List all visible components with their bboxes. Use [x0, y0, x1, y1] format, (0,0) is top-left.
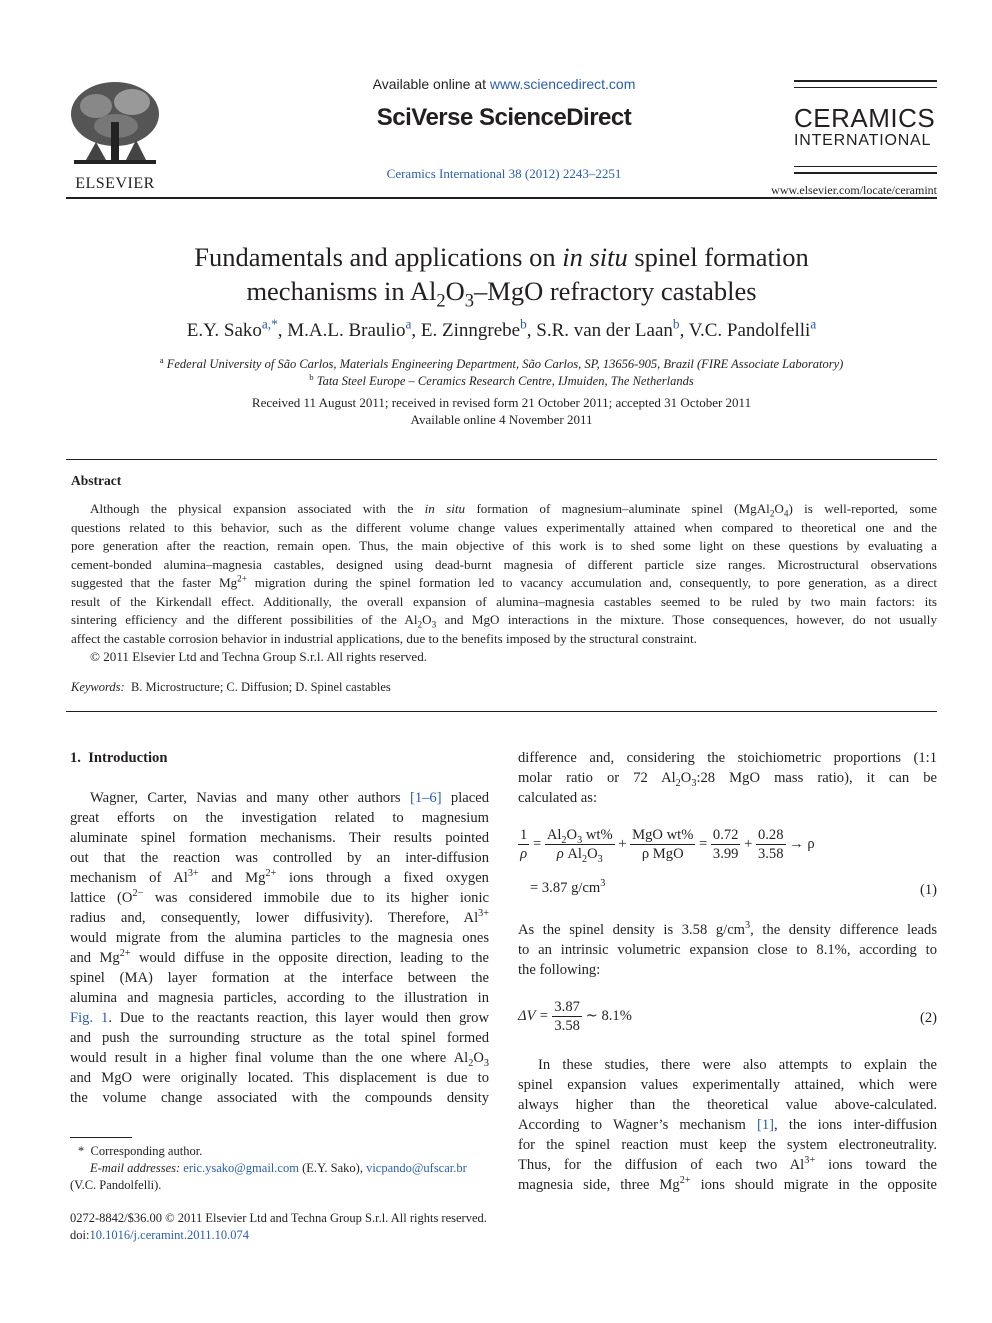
equation-number: (2) [919, 1010, 937, 1026]
author[interactable]: S.R. van der Laan$^b$ [536, 316, 680, 341]
affiliation-b: $^b$ Tata Steel Europe – Ceramics Research Centre, IJmuiden, The Netherlands [309, 371, 694, 388]
elsevier-tree-icon [66, 76, 164, 168]
figure-link[interactable]: Fig. 1 [70, 1010, 109, 1026]
section-heading: 1. Introduction [70, 750, 168, 766]
author-list: E.Y. Sako$^{a,*}$, M.A.L. Braulio$^a$, E. Zinngrebe$^b$, S.R. van der Laan$^b$, V.C. Pandolfelli$^a$ [186, 316, 817, 341]
elsevier-logo [66, 76, 164, 192]
right-column-paragraph: In these studies, there were also attempts to explain the spinel expansion values experimentally attained, which were always higher than the theoretical value above-calculated. According to Wagner’s mechanism [1], the ions inter-diffusion for the spinel reaction must keep the system electroneutrality. Thus, for the diffusion of each two $Al^{3+}$ ions toward the magnesia side, three $Mg^{2+}$ ions should migrate in the opposite [518, 1057, 937, 1193]
journal-citation[interactable]: Ceramics International 38 (2012) 2243–2251 [386, 166, 622, 181]
article-dates: Received 11 August 2011; received in revised form 21 October 2011; accepted 31 October 2011 Available online 4 November 2011 [251, 395, 752, 427]
author[interactable]: E. Zinngrebe$^b$ [420, 316, 527, 341]
introduction-section: 1. Introduction Wagner, Carter, Navias and many other authors [1–6] placed great efforts on the investigation related to magnesium aluminate spinel formation mechanisms. Their results pointed out that the reaction was controlled by an inter-diffusion mechanism of $Al^{3+}$ and $Mg^{2+}$ ions through a fixed oxygen lattice ($O^{2-}$ was considered immobile due to its higher ionic radius and, consequently, lower diffusivity). Therefore, $Al^{3+}$ would migrate from the alumina particles to the magnesia ones and $Mg^{2+}$ would diffuse in the opposite direction, leading to the spinel (MA) layer formation at the interface between the alumina and magnesia particles, according to the illustration in Fig. 1. Due to the reactants reaction, this layer would then grow and push the surrounding structure as the total spinel formed would result in a higher final volume than the one where $Al_2O_3$ and MgO were originally located. This displacement is due to the volume change associated with the compounds density [70, 750, 490, 1106]
journal-title: CERAMICS INTERNATIONAL [794, 103, 936, 149]
ref-link[interactable]: [1–6] [409, 790, 442, 806]
sciverse-brand: SciVerse ScienceDirect [376, 104, 632, 131]
abstract: Abstract Although the physical expansion associated with the in situ formation of magnesium–aluminate spinel $(MgAl_2O_4)$ is well-reported, some questions related to this behavior, such as the different volume change values experimentally attained when compared to theoretical one and the pore generation after the reaction, remain open. Thus, the main objective of this work is to shed some light on these questions by evaluating a cement-bonded alumina–magnesia castables, designed using dead-burnt magnesia of different particle size ranges. Microstructural observations suggested that the faster $Mg^{2+}$ migration during the spinel formation led to vacancy accumulation and, consequently, to pore generation, as a direct result of the Kirkendall effect. Additionally, the overall expansion of alumina–magnesia castables seemed to be ruled by two main factors: its sintering efficiency and the different possibilities of the $Al_2O_3$ and MgO interactions in the mixture. Those consequences, however, do not usually affect the castable corrosion behavior in industrial applications, due to the benefits imposed by the structural constraint. © 2011 Elsevier Ltd and Techna Group S.r.l. All rights reserved. [71, 472, 937, 667]
footnote: * Corresponding author. E-mail addresses: eric.ysako@gmail.com (E.Y. Sako), vicpando@ufscar.br (V.C. Pandolfelli). [70, 1144, 467, 1192]
publisher-wordmark: ELSEVIER [75, 175, 155, 192]
copyright: © 2011 Elsevier Ltd and Techna Group S.r.l. All rights reserved. [90, 649, 428, 664]
equation-1: $\frac{1}{\rho}$ = $\frac{Al_2O_3 wt\%}{\rho Al_2O_3}$ + $\frac{\text{MgO wt\%}}{\text{ρ MgO}}$ = $\frac{0.72}{3.99}$ + $\frac{0.28}{3.58}$ → ρ = 3.87 $g/cm^3$ (1) [520, 827, 937, 898]
affiliations [66, 356, 937, 390]
right-column-paragraph: As the spinel density is 3.58 $g/cm^3$, the density difference leads to an intrinsic volumetric expansion close to 8.1%, according to the following: [518, 920, 937, 978]
equation-2: ΔV = $\frac{3.87}{3.58}$ ∼ 8.1% (2) [518, 999, 937, 1034]
article-title: Fundamentals and applications on in situ spinel formation mechanisms in $Al_2O_3$–MgO refractory castables [194, 242, 809, 312]
author[interactable]: V.C. Pandolfelli$^a$ [688, 316, 817, 341]
ref-link[interactable]: [1] [757, 1117, 775, 1133]
right-column: difference and, considering the stoichiometric proportions (1:1 molar ratio or 72 $Al_2O_3:28$ MgO mass ratio), it can be calculated as: [518, 750, 937, 806]
sciencedirect-link[interactable]: www.sciencedirect.com [489, 76, 636, 92]
journal-homepage[interactable]: www.elsevier.com/locate/ceramint [771, 183, 937, 197]
author[interactable]: M.A.L. Braulio$^a$ [287, 316, 412, 341]
author[interactable]: E.Y. Sako$^{a,*}$ [186, 316, 278, 341]
equation-number: (1) [919, 882, 937, 898]
abstract-heading: Abstract [71, 473, 122, 488]
keywords: Keywords: B. Microstructure; C. Diffusion; D. Spinel castables [71, 680, 391, 694]
email-link[interactable]: vicpando@ufscar.br [366, 1161, 467, 1175]
email-link[interactable]: eric.ysako@gmail.com [183, 1161, 299, 1175]
doi-link[interactable]: 10.1016/j.ceramint.2011.10.074 [89, 1228, 250, 1242]
bottom-info: 0272-8842/$36.00 © 2011 Elsevier Ltd and Techna Group S.r.l. All rights reserved. doi:10.1016/j.ceramint.2011.10.074 [70, 1211, 487, 1242]
affiliation-a: $^a$ Federal University of São Carlos, Materials Engineering Department, São Carlos, SP, 13656-905, Brazil (FIRE Associate Laboratory) [159, 354, 844, 371]
available-online: Available online at www.sciencedirect.com [372, 76, 636, 92]
